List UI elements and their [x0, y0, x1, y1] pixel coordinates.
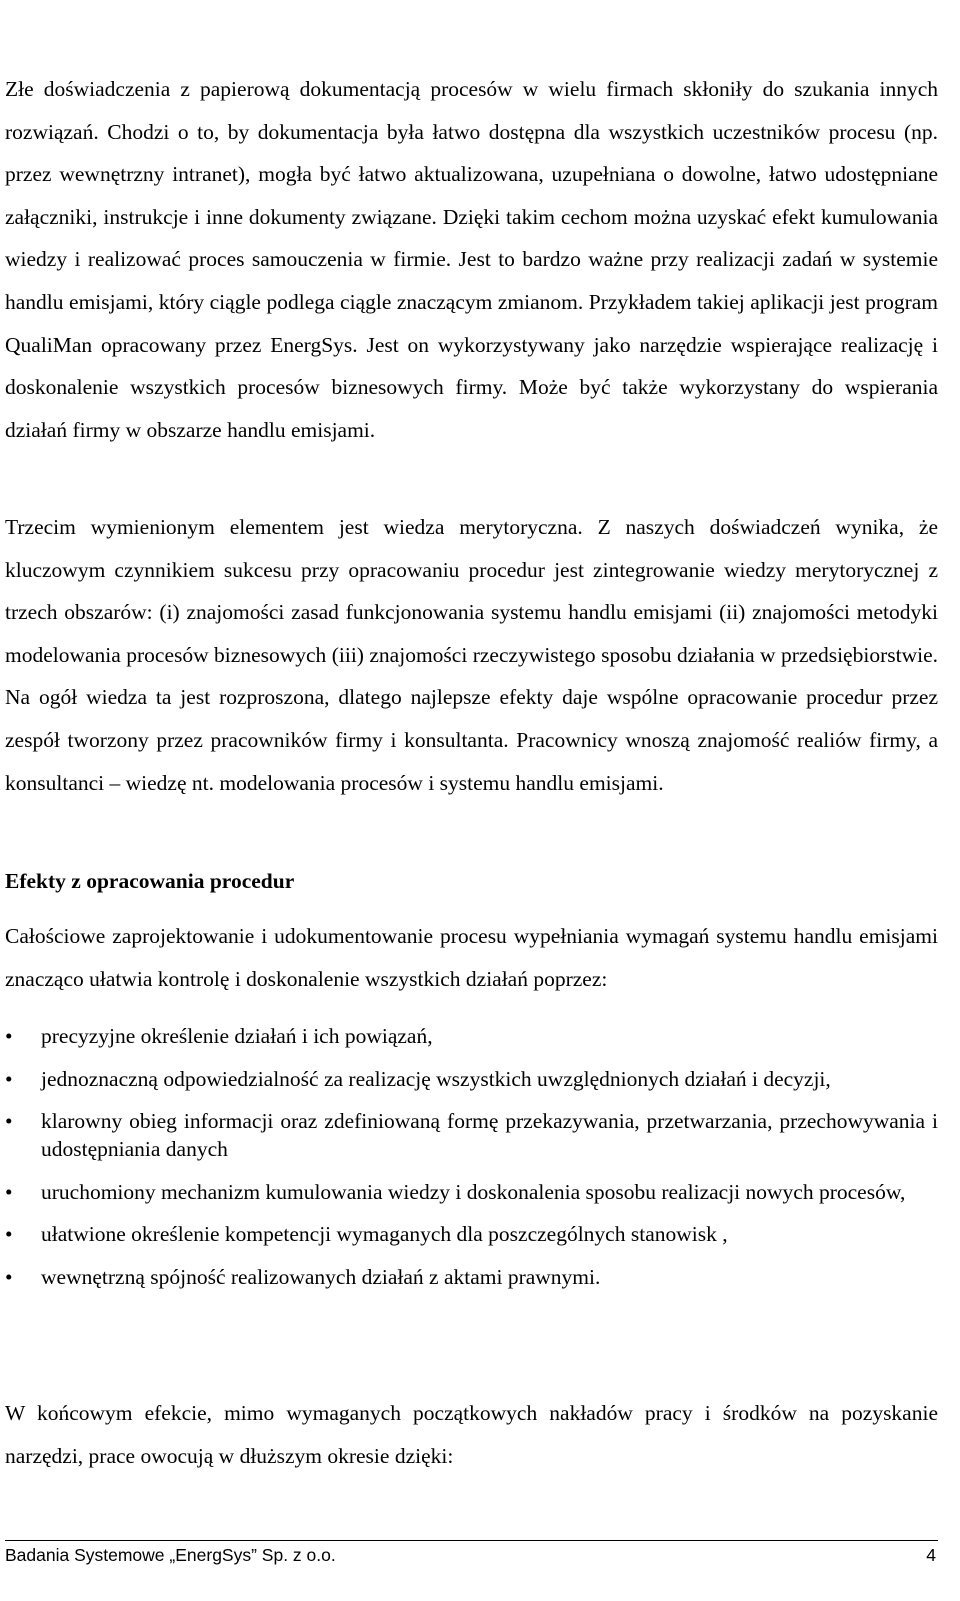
bullet-icon: • [5, 1222, 13, 1246]
paragraph-intro: Złe doświadczenia z papierową dokumentacją procesów w wielu firmach skłoniły do szukania innych rozwiązań. Chodzi o to, by dokumentacja była łatwo dostępna dla wszystkich uczestników procesu (np. przez wewnętrzny intranet), mogła być łatwo aktualizowana, uzupełniana o dowolne, łatwo udostępniane załączniki, instrukcje i inne dokumenty związane. Dzięki takim cechom można uzyskać efekt kumulowania wiedzy i realizować proces samouczenia w firmie. Jest to bardzo ważne przy realizacji zadań w systemie handlu emisjami, który ciągle podlega ciągle znaczącym zmianom. Przykładem takiej aplikacji jest program QualiMan opracowany przez EnergSys. Jest on wykorzystywany jako narzędzie wspierające realizację i doskonalenie wszystkich procesów biznesowych firmy. Może być także wykorzystany do wspierania działań firmy w obszarze handlu emisjami. [5, 77, 938, 442]
list-item-text: wewnętrzną spójność realizowanych działań z aktami prawnymi. [41, 1264, 601, 1289]
list-item-text: klarowny obieg informacji oraz zdefiniowaną formę przekazywania, przetwarzania, przechowywania i udostępniania danych [41, 1109, 938, 1161]
list-item [5, 1065, 938, 1093]
list-item [5, 1178, 938, 1206]
bullet-icon: • [5, 1066, 13, 1091]
section-heading: Efekty z opracowania procedur [5, 869, 295, 893]
bullet-icon: • [5, 1109, 13, 1133]
list-item-text: precyzyjne określenie działań i ich powiązań, [41, 1024, 433, 1048]
list-item-text: jednoznaczną odpowiedzialność za realizację wszystkich uwzględnionych działań i decyzji, [41, 1066, 831, 1091]
bullet-icon: • [5, 1024, 13, 1048]
bullet-icon: • [5, 1179, 13, 1204]
list-item [5, 1220, 938, 1248]
bullet-icon: • [5, 1264, 13, 1289]
list-item-text: ułatwione określenie kompetencji wymaganych dla poszczególnych stanowisk , [41, 1222, 728, 1246]
list-item [5, 1107, 938, 1163]
paragraph-conclusion: W końcowym efekcie, mimo wymaganych początkowych nakładów pracy i środków na pozyskanie narzędzi, prace owocują w dłuższym okresie dzięki: [5, 1401, 938, 1468]
list-item-text: uruchomiony mechanizm kumulowania wiedzy i doskonalenia sposobu realizacji nowych procesów, [41, 1179, 906, 1204]
footer-company: Badania Systemowe „EnergSys” Sp. z o.o. [5, 1545, 336, 1565]
paragraph-effects-intro: Całościowe zaprojektowanie i udokumentowanie procesu wypełniania wymagań systemu handlu emisjami znacząco ułatwia kontrolę i doskonalenie wszystkich działań poprzez: [5, 924, 938, 991]
footer-divider [5, 1540, 938, 1541]
list-item [5, 1263, 938, 1291]
list-item [5, 1022, 938, 1050]
page-number: 4 [926, 1545, 936, 1565]
paragraph-knowledge: Trzecim wymienionym elementem jest wiedza merytoryczna. Z naszych doświadczeń wynika, że kluczowym czynnikiem sukcesu przy opracowaniu procedur jest zintegrowanie wiedzy merytorycznej z trzech obszarów: (i) znajomości zasad funkcjonowania systemu handlu emisjami (ii) znajomości metodyki modelowania procesów biznesowych (iii) znajomości rzeczywistego sposobu działania w przedsiębiorstwie. Na ogół wiedza ta jest rozproszona, dlatego najlepsze efekty daje wspólne opracowanie procedur przez zespół tworzony przez pracowników firmy i konsultanta. Pracownicy wnoszą znajomość realiów firmy, a konsultanci – wiedzę nt. modelowania procesów i systemu handlu emisjami. [5, 515, 938, 795]
effects-list [5, 1022, 938, 1305]
